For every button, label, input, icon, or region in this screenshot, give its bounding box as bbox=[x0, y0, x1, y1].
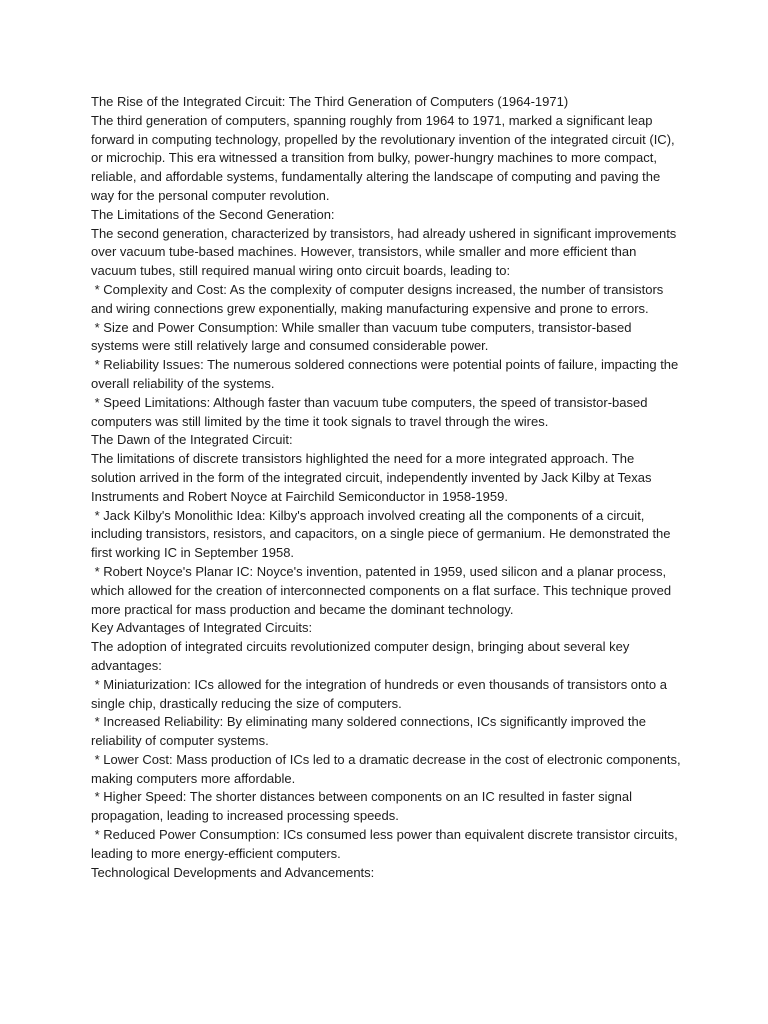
bullet-item: * Speed Limitations: Although faster than vacuum tube computers, the speed of transistor-based computers was still limited by the time it took signals to travel through the wires. bbox=[91, 394, 652, 429]
body-paragraph: The adoption of integrated circuits revolutionized computer design, bringing about several key advantages: bbox=[91, 639, 633, 673]
bullet-item: * Higher Speed: The shorter distances between components on an IC resulted in faster signal propagation, leading to increased processing speeds. bbox=[91, 789, 636, 824]
section-heading: The Dawn of the Integrated Circuit: bbox=[91, 432, 293, 448]
intro-paragraph: The third generation of computers, spanning roughly from 1964 to 1971, marked a significant leap forward in computing technology, propelled by the revolutionary invention of the integrated circuit (IC), or microchip. This era witnessed a transition from bulky, power-hungry machines to more compact, reliable, and affordable systems, fundamentally altering the landscape of computing and paving the way for the personal computer revolution. bbox=[91, 112, 679, 203]
document-body bbox=[91, 93, 685, 882]
bullet-item: * Robert Noyce's Planar IC: Noyce's invention, patented in 1959, used silicon and a planar process, which allowed for the creation of interconnected components on a flat surface. This technique proved more practical for mass production and became the dominant technology. bbox=[91, 563, 675, 617]
bullet-item: * Increased Reliability: By eliminating many soldered connections, ICs significantly improved the reliability of computer systems. bbox=[91, 714, 650, 749]
body-paragraph: The limitations of discrete transistors highlighted the need for a more integrated approach. The solution arrived in the form of the integrated circuit, independently invented by Jack Kilby at Texas Instruments and Robert Noyce at Fairchild Semiconductor in 1958-1959. bbox=[91, 451, 656, 504]
body-paragraph: The second generation, characterized by transistors, had already ushered in significant improvements over vacuum tube-based machines. However, transistors, while smaller and more efficient than vacuum tubes, still required manual wiring onto circuit boards, leading to: bbox=[91, 225, 680, 279]
document-title: The Rise of the Integrated Circuit: The Third Generation of Computers (1964-1971) bbox=[91, 94, 569, 109]
section-heading: The Limitations of the Second Generation: bbox=[91, 206, 335, 222]
bullet-item: * Jack Kilby's Monolithic Idea: Kilby's approach involved creating all the components of a circuit, including transistors, resistors, and capacitors, on a single piece of germanium. He demonstrated the first working IC in September 1958. bbox=[91, 507, 675, 561]
bullet-item: * Complexity and Cost: As the complexity of computer designs increased, the number of transistors and wiring connections grew exponentially, making manufacturing expensive and prone to errors. bbox=[91, 281, 667, 316]
section-heading: Technological Developments and Advancements: bbox=[91, 864, 375, 880]
bullet-item: * Reliability Issues: The numerous soldered connections were potential points of failure, impacting the overall reliability of the systems. bbox=[91, 357, 682, 391]
bullet-item: * Lower Cost: Mass production of ICs led to a dramatic decrease in the cost of electronic components, making computers more affordable. bbox=[91, 751, 685, 786]
bullet-item: * Reduced Power Consumption: ICs consumed less power than equivalent discrete transistor circuits, leading to more energy-efficient computers. bbox=[91, 827, 682, 861]
section-heading: Key Advantages of Integrated Circuits: bbox=[91, 620, 313, 636]
bullet-item: * Miniaturization: ICs allowed for the integration of hundreds or even thousands of transistors onto a single chip, drastically reducing the size of computers. bbox=[91, 676, 671, 711]
bullet-item: * Size and Power Consumption: While smaller than vacuum tube computers, transistor-based systems were still relatively large and consumed considerable power. bbox=[91, 319, 636, 354]
